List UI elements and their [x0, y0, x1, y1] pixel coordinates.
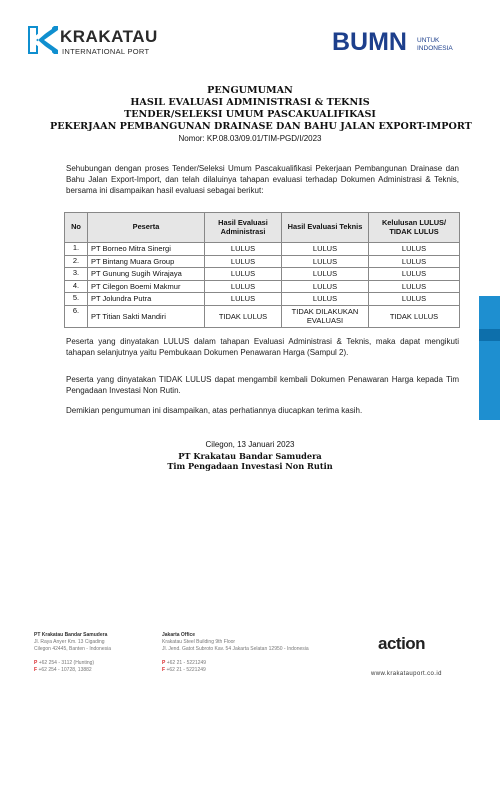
office1-addr1: Jl. Raya Anyer Km. 13 Cigading	[34, 639, 105, 645]
title-line-2: HASIL EVALUASI ADMINISTRASI & TEKNIS	[130, 97, 370, 108]
row-teknis: LULUS	[282, 280, 369, 293]
place-date: Cilegon, 13 Januari 2023	[205, 440, 295, 449]
row-peserta: PT Titian Sakti Mandiri	[88, 305, 205, 327]
row-no: 4.	[65, 280, 88, 293]
table-row	[65, 305, 460, 327]
bumn-tag-line-1: UNTUK	[417, 37, 440, 44]
office2-name: Jakarta Office	[162, 632, 196, 638]
office1-fax: +62 254 - 10728, 13882	[38, 667, 92, 673]
announcement-title	[50, 85, 472, 144]
row-admin: LULUS	[205, 268, 282, 281]
krakatau-logo-name: KRAKATAU	[60, 27, 158, 46]
office1-name: PT Krakatau Bandar Samudera	[34, 632, 108, 638]
row-teknis: LULUS	[282, 268, 369, 281]
website-link[interactable]: www.krakatauport.co.id	[371, 671, 442, 677]
lulus-paragraph: Peserta yang dinyatakan LULUS dalam tahapan Evaluasi Administrasi & Teknis, maka dapat mengikuti tahapan selanjutnya yaitu Pembukaan Dokumen Penawaran Harga (Sampul 2).	[66, 337, 459, 358]
row-peserta: PT Gunung Sugih Wirajaya	[88, 268, 205, 281]
footer-office-jakarta	[162, 632, 309, 674]
table-row	[65, 255, 460, 268]
signature-team: Tim Pengadaan Investasi Non Rutin	[167, 461, 333, 471]
krakatau-k-icon	[26, 24, 58, 56]
signature-company: PT Krakatau Bandar Samudera	[178, 450, 322, 461]
phone-label: P	[34, 660, 38, 666]
row-admin: LULUS	[205, 280, 282, 293]
row-kelulusan: TIDAK LULUS	[369, 305, 460, 327]
krakatau-logo-sub: INTERNATIONAL PORT	[62, 47, 150, 56]
office2-phone: +62 21 - 5221249	[166, 660, 207, 666]
row-teknis: TIDAK DILAKUKAN EVALUASI	[282, 305, 369, 327]
office1-phone: +62 254 - 3112 (Hunting)	[38, 660, 95, 666]
office2-addr2: Jl. Jend. Gatot Subroto Kav. 54 Jakarta Selatan 12950 - Indonesia	[162, 646, 309, 652]
bumn-logo	[332, 28, 462, 58]
evaluation-results-table	[64, 212, 460, 328]
signature-block	[100, 440, 400, 472]
office1-fax-line	[34, 667, 111, 674]
row-peserta: PT Bintang Muara Group	[88, 255, 205, 268]
action-logo-word: action	[378, 634, 426, 653]
row-no: 2.	[65, 255, 88, 268]
row-peserta: PT Cilegon Boemi Makmur	[88, 280, 205, 293]
fax-label: F	[34, 667, 38, 673]
title-line-4: PEKERJAAN PEMBANGUNAN DRAINASE DAN BAHU JALAN EXPORT-IMPORT	[50, 121, 472, 132]
table-row	[65, 243, 460, 256]
row-kelulusan: LULUS	[369, 280, 460, 293]
office2-fax: +62 21 - 5221249	[166, 667, 206, 673]
bumn-logo-tag	[417, 37, 453, 53]
intro-paragraph: Sehubungan dengan proses Tender/Seleksi Umum Pascakualifikasi Pekerjaan Pembangunan Drainase dan Bahu Jalan Export-Import, dan telah dilaluinya tahapan evaluasi terhadap Dokumen Administrasi & Teknis, bersama ini disampaikan hasil evaluasi sebagai berikut:	[66, 164, 459, 196]
row-kelulusan: LULUS	[369, 243, 460, 256]
phone-label: P	[162, 660, 166, 666]
table-header-row	[65, 213, 460, 243]
fax-label: F	[162, 667, 166, 673]
header-admin: Hasil Evaluasi Administrasi	[205, 213, 282, 243]
row-peserta: PT Jolundra Putra	[88, 293, 205, 306]
closing-paragraph: Demikian pengumuman ini disampaikan, atas perhatiannya diucapkan terima kasih.	[66, 406, 363, 415]
row-teknis: LULUS	[282, 293, 369, 306]
row-teknis: LULUS	[282, 243, 369, 256]
row-kelulusan: LULUS	[369, 268, 460, 281]
row-teknis: LULUS	[282, 255, 369, 268]
bumn-logo-word: BUMN	[332, 28, 407, 56]
row-no: 5.	[65, 293, 88, 306]
table-row	[65, 280, 460, 293]
row-admin: LULUS	[205, 243, 282, 256]
row-admin: LULUS	[205, 255, 282, 268]
tidak-lulus-paragraph: Peserta yang dinyatakan TIDAK LULUS dapat mengambil kembali Dokumen Penawaran Harga kepada Tim Pengadaan Investasi Non Rutin.	[66, 375, 459, 396]
header-teknis: Hasil Evaluasi Teknis	[282, 213, 369, 243]
office2-addr1: Krakatau Steel Building 9th Floor	[162, 639, 236, 645]
header-peserta: Peserta	[88, 213, 205, 243]
row-kelulusan: LULUS	[369, 255, 460, 268]
table-row	[65, 293, 460, 306]
row-peserta: PT Borneo Mitra Sinergi	[88, 243, 205, 256]
row-no: 6.	[65, 305, 88, 327]
action-logo	[378, 635, 440, 657]
title-line-3: TENDER/SELEKSI UMUM PASCAKUALIFIKASI	[124, 109, 376, 120]
header-no: No	[65, 213, 88, 243]
bumn-tag-line-2: INDONESIA	[417, 45, 453, 52]
row-no: 3.	[65, 268, 88, 281]
title-line-1: PENGUMUMAN	[207, 85, 293, 96]
side-panel-tab[interactable]	[479, 296, 500, 420]
table-row	[65, 268, 460, 281]
row-kelulusan: LULUS	[369, 293, 460, 306]
office2-fax-line	[162, 667, 309, 674]
office1-addr2: Cilegon 42445, Banten - Indonesia	[34, 646, 112, 652]
row-admin: TIDAK LULUS	[205, 305, 282, 327]
row-admin: LULUS	[205, 293, 282, 306]
office2-phone-line	[162, 660, 309, 667]
row-no: 1.	[65, 243, 88, 256]
side-panel-tab-accent	[479, 329, 500, 341]
office1-phone-line	[34, 660, 111, 667]
krakatau-logo	[26, 24, 176, 60]
document-number: Nomor: KP.08.03/09.01/TIM-PGD/I/2023	[178, 134, 322, 143]
footer-office-cilegon	[34, 632, 111, 674]
header-kelulusan: Kelulusan LULUS/ TIDAK LULUS	[369, 213, 460, 243]
